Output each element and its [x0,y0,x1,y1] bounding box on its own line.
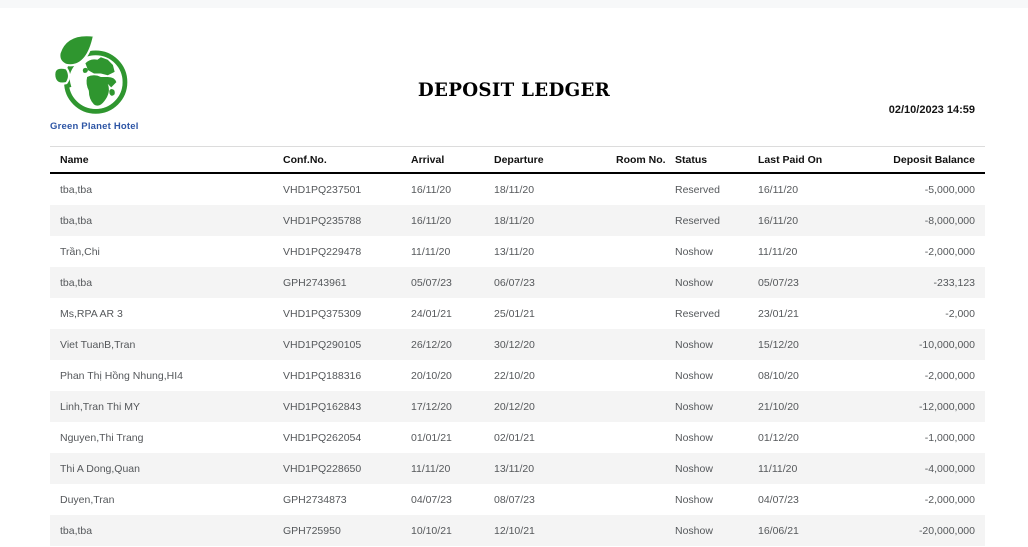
cell-room-no [616,329,675,360]
cell-status: Reserved [675,183,720,196]
cell-deposit-balance: -2,000 [945,307,975,320]
cell-arrival: 05/07/23 [411,276,452,289]
report-datetime: 02/10/2023 14:59 [888,104,975,116]
table-row [50,453,985,484]
table-row [50,391,985,422]
cell-conf-no: VHD1PQ188316 [283,369,362,382]
table-row [50,329,985,360]
cell-deposit-balance: -2,000,000 [924,493,975,506]
cell-arrival: 20/10/20 [411,369,452,382]
cell-status: Noshow [675,493,713,506]
table-row [50,173,985,205]
cell-status: Noshow [675,524,713,537]
cell-room-no [616,205,675,236]
column-header-arrival: Arrival [411,147,494,174]
cell-departure: 13/11/20 [494,462,535,475]
cell-deposit-balance: -12,000,000 [918,400,975,413]
cell-departure: 30/12/20 [494,338,535,351]
cell-departure: 18/11/20 [494,183,535,196]
column-header-status: Status [675,147,758,174]
cell-last-paid-on: 05/07/23 [758,276,799,289]
column-header-room-no: Room No. [616,147,675,174]
cell-name: tba,tba [60,276,93,289]
column-header-name: Name [50,147,283,174]
table-row [50,236,985,267]
cell-conf-no: GPH2743961 [283,276,347,289]
cell-arrival: 11/11/20 [411,245,451,258]
cell-status: Noshow [675,369,713,382]
cell-status: Noshow [675,462,713,475]
cell-conf-no: VHD1PQ229478 [283,245,362,258]
cell-name: Phan Thị Hồng Nhung,HI4 [60,369,183,382]
cell-status: Reserved [675,214,720,227]
cell-status: Noshow [675,245,713,258]
column-header-conf-no: Conf.No. [283,147,411,174]
cell-name: Thi A Dong,Quan [60,462,140,475]
cell-conf-no: VHD1PQ237501 [283,183,362,196]
cell-deposit-balance: -8,000,000 [924,214,975,227]
column-header-last-paid-on: Last Paid On [758,147,860,174]
cell-last-paid-on: 04/07/23 [758,493,799,506]
table-row [50,484,985,515]
hotel-name-label: Green Planet Hotel [50,121,139,132]
green-planet-logo-icon [50,34,138,120]
cell-departure: 18/11/20 [494,214,535,227]
cell-conf-no: VHD1PQ162843 [283,400,362,413]
cell-deposit-balance: -4,000,000 [924,462,975,475]
column-header-deposit-balance: Deposit Balance [860,147,985,174]
cell-deposit-balance: -1,000,000 [924,431,975,444]
table-row [50,360,985,391]
cell-departure: 25/01/21 [494,307,535,320]
cell-departure: 22/10/20 [494,369,535,382]
cell-last-paid-on: 16/06/21 [758,524,799,537]
cell-departure: 08/07/23 [494,493,535,506]
cell-name: Viet TuanB,Tran [60,338,136,351]
cell-arrival: 16/11/20 [411,183,452,196]
cell-status: Noshow [675,338,713,351]
cell-status: Noshow [675,431,713,444]
cell-deposit-balance: -2,000,000 [924,369,975,382]
cell-room-no [616,173,675,205]
cell-last-paid-on: 15/12/20 [758,338,799,351]
cell-name: Duyen,Tran [60,493,115,506]
cell-arrival: 17/12/20 [411,400,452,413]
cell-name: Trần,Chi [60,245,100,258]
cell-last-paid-on: 01/12/20 [758,431,799,444]
cell-departure: 06/07/23 [494,276,535,289]
cell-conf-no: VHD1PQ290105 [283,338,362,351]
cell-conf-no: VHD1PQ228650 [283,462,362,475]
cell-room-no [616,298,675,329]
cell-arrival: 16/11/20 [411,214,452,227]
table-row [50,422,985,453]
cell-deposit-balance: -5,000,000 [924,183,975,196]
cell-name: Linh,Tran Thi MY [60,400,140,413]
cell-deposit-balance: -20,000,000 [918,524,975,537]
cell-departure: 12/10/21 [494,524,535,537]
cell-departure: 20/12/20 [494,400,535,413]
cell-status: Noshow [675,276,713,289]
cell-departure: 02/01/21 [494,431,535,444]
cell-conf-no: VHD1PQ235788 [283,214,362,227]
cell-last-paid-on: 11/11/20 [758,245,798,258]
cell-conf-no: VHD1PQ375309 [283,307,362,320]
cell-conf-no: GPH2734873 [283,493,347,506]
cell-deposit-balance: -2,000,000 [924,245,975,258]
cell-name: tba,tba [60,214,93,227]
cell-arrival: 01/01/21 [411,431,452,444]
cell-room-no [616,391,675,422]
table-row [50,298,985,329]
cell-room-no [616,422,675,453]
cell-last-paid-on: 11/11/20 [758,462,798,475]
table-header [50,147,985,174]
cell-room-no [616,267,675,298]
cell-name: tba,tba [60,524,93,537]
cell-conf-no: VHD1PQ262054 [283,431,362,444]
column-header-departure: Departure [494,147,616,174]
cell-arrival: 10/10/21 [411,524,452,537]
cell-deposit-balance: -233,123 [933,276,975,289]
cell-conf-no: GPH725950 [283,524,341,537]
cell-last-paid-on: 23/01/21 [758,307,799,320]
cell-name: Ms,RPA AR 3 [60,307,123,320]
table-header-row [50,147,985,174]
cell-room-no [616,360,675,391]
cell-arrival: 04/07/23 [411,493,452,506]
cell-name: Nguyen,Thi Trang [60,431,144,444]
cell-deposit-balance: -10,000,000 [918,338,975,351]
cell-status: Noshow [675,400,713,413]
cell-last-paid-on: 16/11/20 [758,183,799,196]
cell-arrival: 24/01/21 [411,307,452,320]
cell-room-no [616,453,675,484]
page-title: DEPOSIT LEDGER [417,79,611,101]
cell-last-paid-on: 08/10/20 [758,369,799,382]
cell-arrival: 11/11/20 [411,462,451,475]
cell-departure: 13/11/20 [494,245,535,258]
cell-status: Reserved [675,307,720,320]
cell-room-no [616,484,675,515]
cell-name: tba,tba [60,183,93,196]
cell-last-paid-on: 21/10/20 [758,400,799,413]
deposit-ledger-table [50,146,985,546]
cell-room-no [616,236,675,267]
table-row [50,267,985,298]
top-strip [0,0,1028,8]
cell-last-paid-on: 16/11/20 [758,214,799,227]
cell-arrival: 26/12/20 [411,338,452,351]
table-row [50,205,985,236]
cell-room-no [616,515,675,546]
table-row [50,515,985,546]
table-body [50,173,985,546]
